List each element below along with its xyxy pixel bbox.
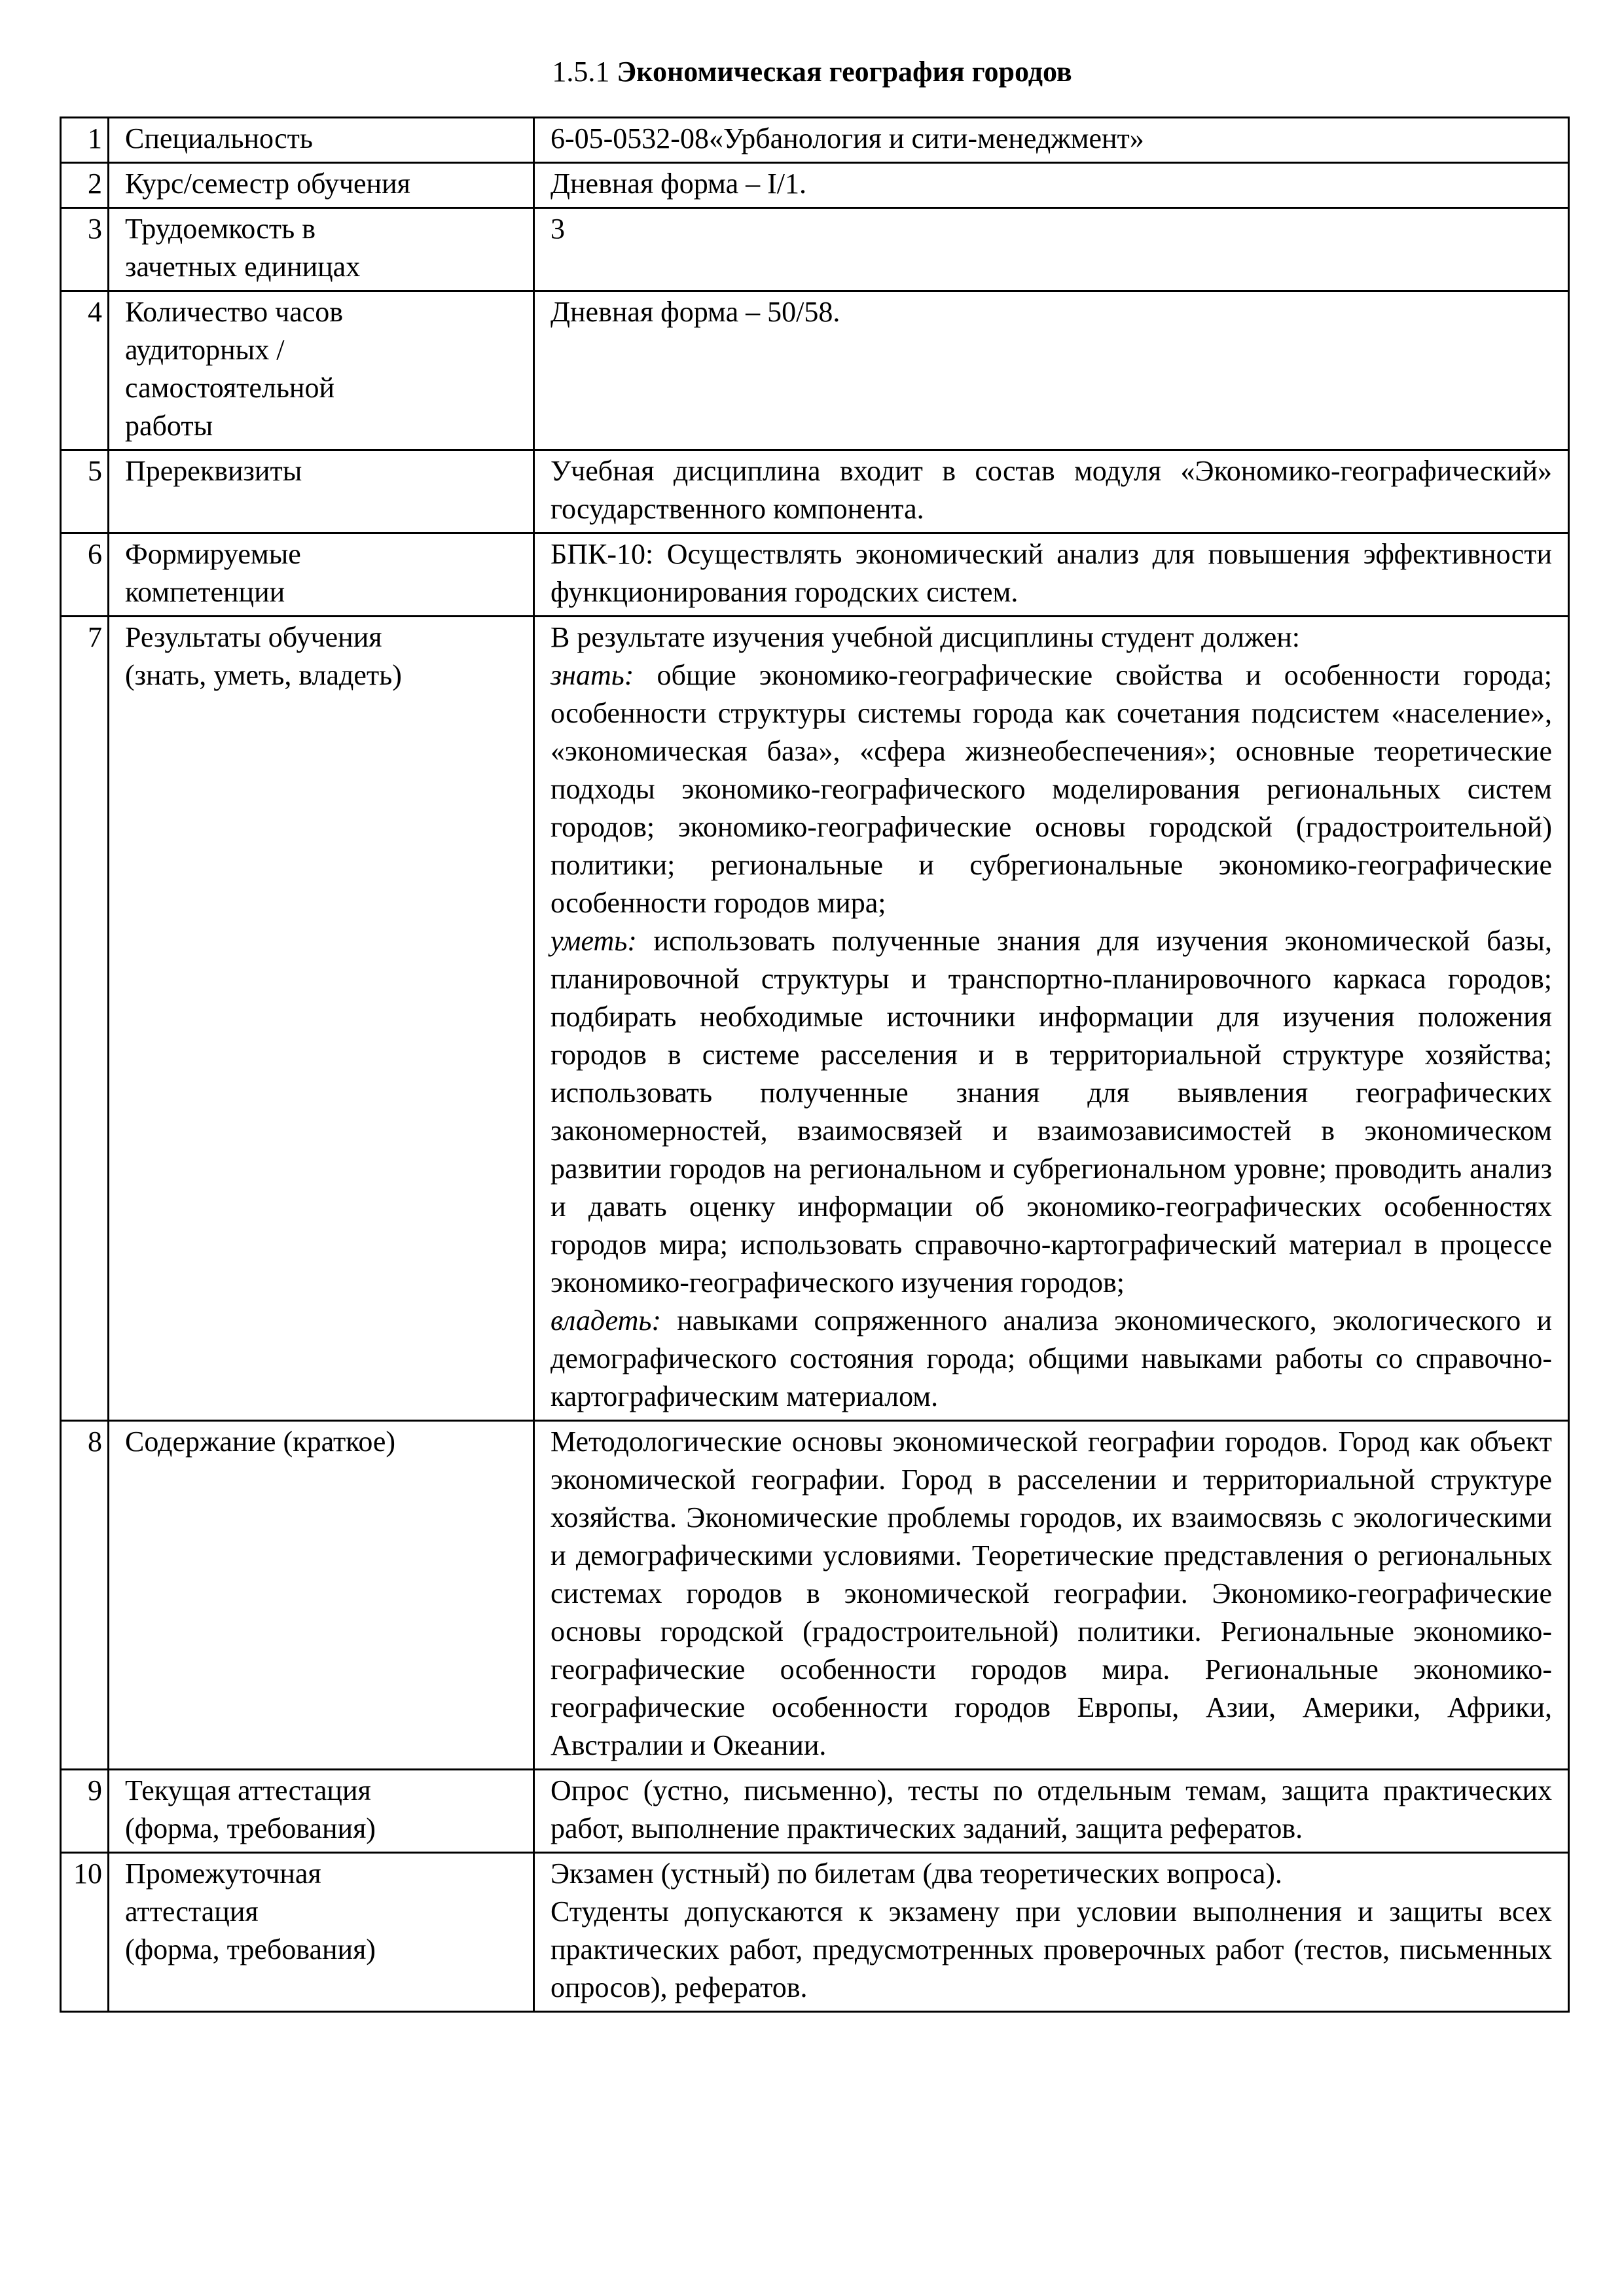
page-title <box>0 54 1624 90</box>
row-label: Курс/семестр обучения <box>109 163 534 208</box>
row-label: Содержание (краткое) <box>109 1421 534 1770</box>
row-label: Формируемые компетенции <box>109 533 534 617</box>
row-number: 1 <box>61 118 109 163</box>
outcomes-own <box>550 1302 1552 1416</box>
row-number: 9 <box>61 1770 109 1853</box>
row-value: Методологические основы экономической географии городов. Город как объект экономической географии. Город в расселении и территориальной структуре хозяйства. Экономические проблемы городов, их взаимосвязь с экологическими и демографическими условиями. Теоретические представления о региональных системах городов в экономической географии. Экономико-географические основы городской (градостроительной) политики. Региональные экономико-географические особенности городов мира. Региональные экономико-географические особенности городов Европы, Азии, Америки, Африки, Австралии и Океании. <box>534 1421 1569 1770</box>
row-value: БПК-10: Осуществлять экономический анализ для повышения эффективности функционирования городских систем. <box>534 533 1569 617</box>
row-value: Опрос (устно, письменно), тесты по отдельным темам, защита практических работ, выполнение практических заданий, защита рефератов. <box>534 1770 1569 1853</box>
table-row <box>61 450 1569 533</box>
row-label: Трудоемкость в зачетных единицах <box>109 208 534 291</box>
can-label: уметь: <box>550 925 637 957</box>
row-value: Дневная форма – I/1. <box>534 163 1569 208</box>
table-row <box>61 208 1569 291</box>
outcomes-know <box>550 656 1552 922</box>
row-label: Пререквизиты <box>109 450 534 533</box>
row-number: 7 <box>61 617 109 1421</box>
own-label: владеть: <box>550 1304 662 1336</box>
row-value: Учебная дисциплина входит в состав модуля «Экономико-географический» государственного компонента. <box>534 450 1569 533</box>
table-row <box>61 1770 1569 1853</box>
row-label: Текущая аттестация (форма, требования) <box>109 1770 534 1853</box>
row-number: 10 <box>61 1853 109 2012</box>
table-row <box>61 163 1569 208</box>
row-label: Промежуточная аттестация (форма, требования) <box>109 1853 534 2012</box>
row-value: Дневная форма – 50/58. <box>534 291 1569 450</box>
section-title: Экономическая география городов <box>617 56 1072 88</box>
row-label: Результаты обучения (знать, уметь, владеть) <box>109 617 534 1421</box>
row-value: 3 <box>534 208 1569 291</box>
row-number: 5 <box>61 450 109 533</box>
table-row <box>61 291 1569 450</box>
table-row <box>61 1421 1569 1770</box>
row-label: Количество часов аудиторных / самостоятельной работы <box>109 291 534 450</box>
discipline-table <box>60 117 1570 2013</box>
row-number: 8 <box>61 1421 109 1770</box>
outcomes-intro: В результате изучения учебной дисциплины студент должен: <box>550 621 1301 653</box>
section-number: 1.5.1 <box>552 56 610 88</box>
can-text: использовать полученные знания для изучения экономической базы, планировочной структуры и транспортно-планировочного каркаса городов; подбирать необходимые источники информации для изучения положения городов в системе расселения и в территориальной структуре хозяйства; использовать полученные знания для выявления географических закономерностей, взаимосвязей и взаимозависимостей в экономическом развитии городов на региональном и субрегиональном уровне; проводить анализ и давать оценку информации об экономико-географических особенностях городов мира; использовать справочно-картографический материал в процессе экономико-географического изучения городов; <box>550 925 1552 1299</box>
row-value: 6-05-0532-08«Урбанология и сити-менеджмент» <box>534 118 1569 163</box>
table-row <box>61 533 1569 617</box>
table-row <box>61 617 1569 1421</box>
row-number: 2 <box>61 163 109 208</box>
know-text: общие экономико-географические свойства и особенности города; особенности структуры системы города как сочетания подсистем «население», «экономическая база», «сфера жизнеобеспечения»; основные теоретические подходы экономико-географического моделирования региональных систем городов; экономико-географические основы городской (градостроительной) политики; региональные и субрегиональные экономико-географические особенности городов мира; <box>550 659 1552 919</box>
exam-admission: Студенты допускаются к экзамену при условии выполнения и защиты всех практических работ, предусмотренных проверочных работ (тестов, письменных опросов), рефератов. <box>550 1895 1552 2003</box>
row-number: 6 <box>61 533 109 617</box>
own-text: навыками сопряженного анализа экономического, экологического и демографического состояния города; общими навыками работы со справочно-картографическим материалом. <box>550 1304 1552 1412</box>
know-label: знать: <box>550 659 634 691</box>
outcomes-can <box>550 922 1552 1302</box>
learning-outcomes <box>534 617 1569 1421</box>
table-row <box>61 1853 1569 2012</box>
row-label: Специальность <box>109 118 534 163</box>
table-row <box>61 118 1569 163</box>
row-value <box>534 1853 1569 2012</box>
exam-line: Экзамен (устный) по билетам (два теоретических вопроса). <box>550 1857 1282 1890</box>
row-number: 4 <box>61 291 109 450</box>
row-number: 3 <box>61 208 109 291</box>
